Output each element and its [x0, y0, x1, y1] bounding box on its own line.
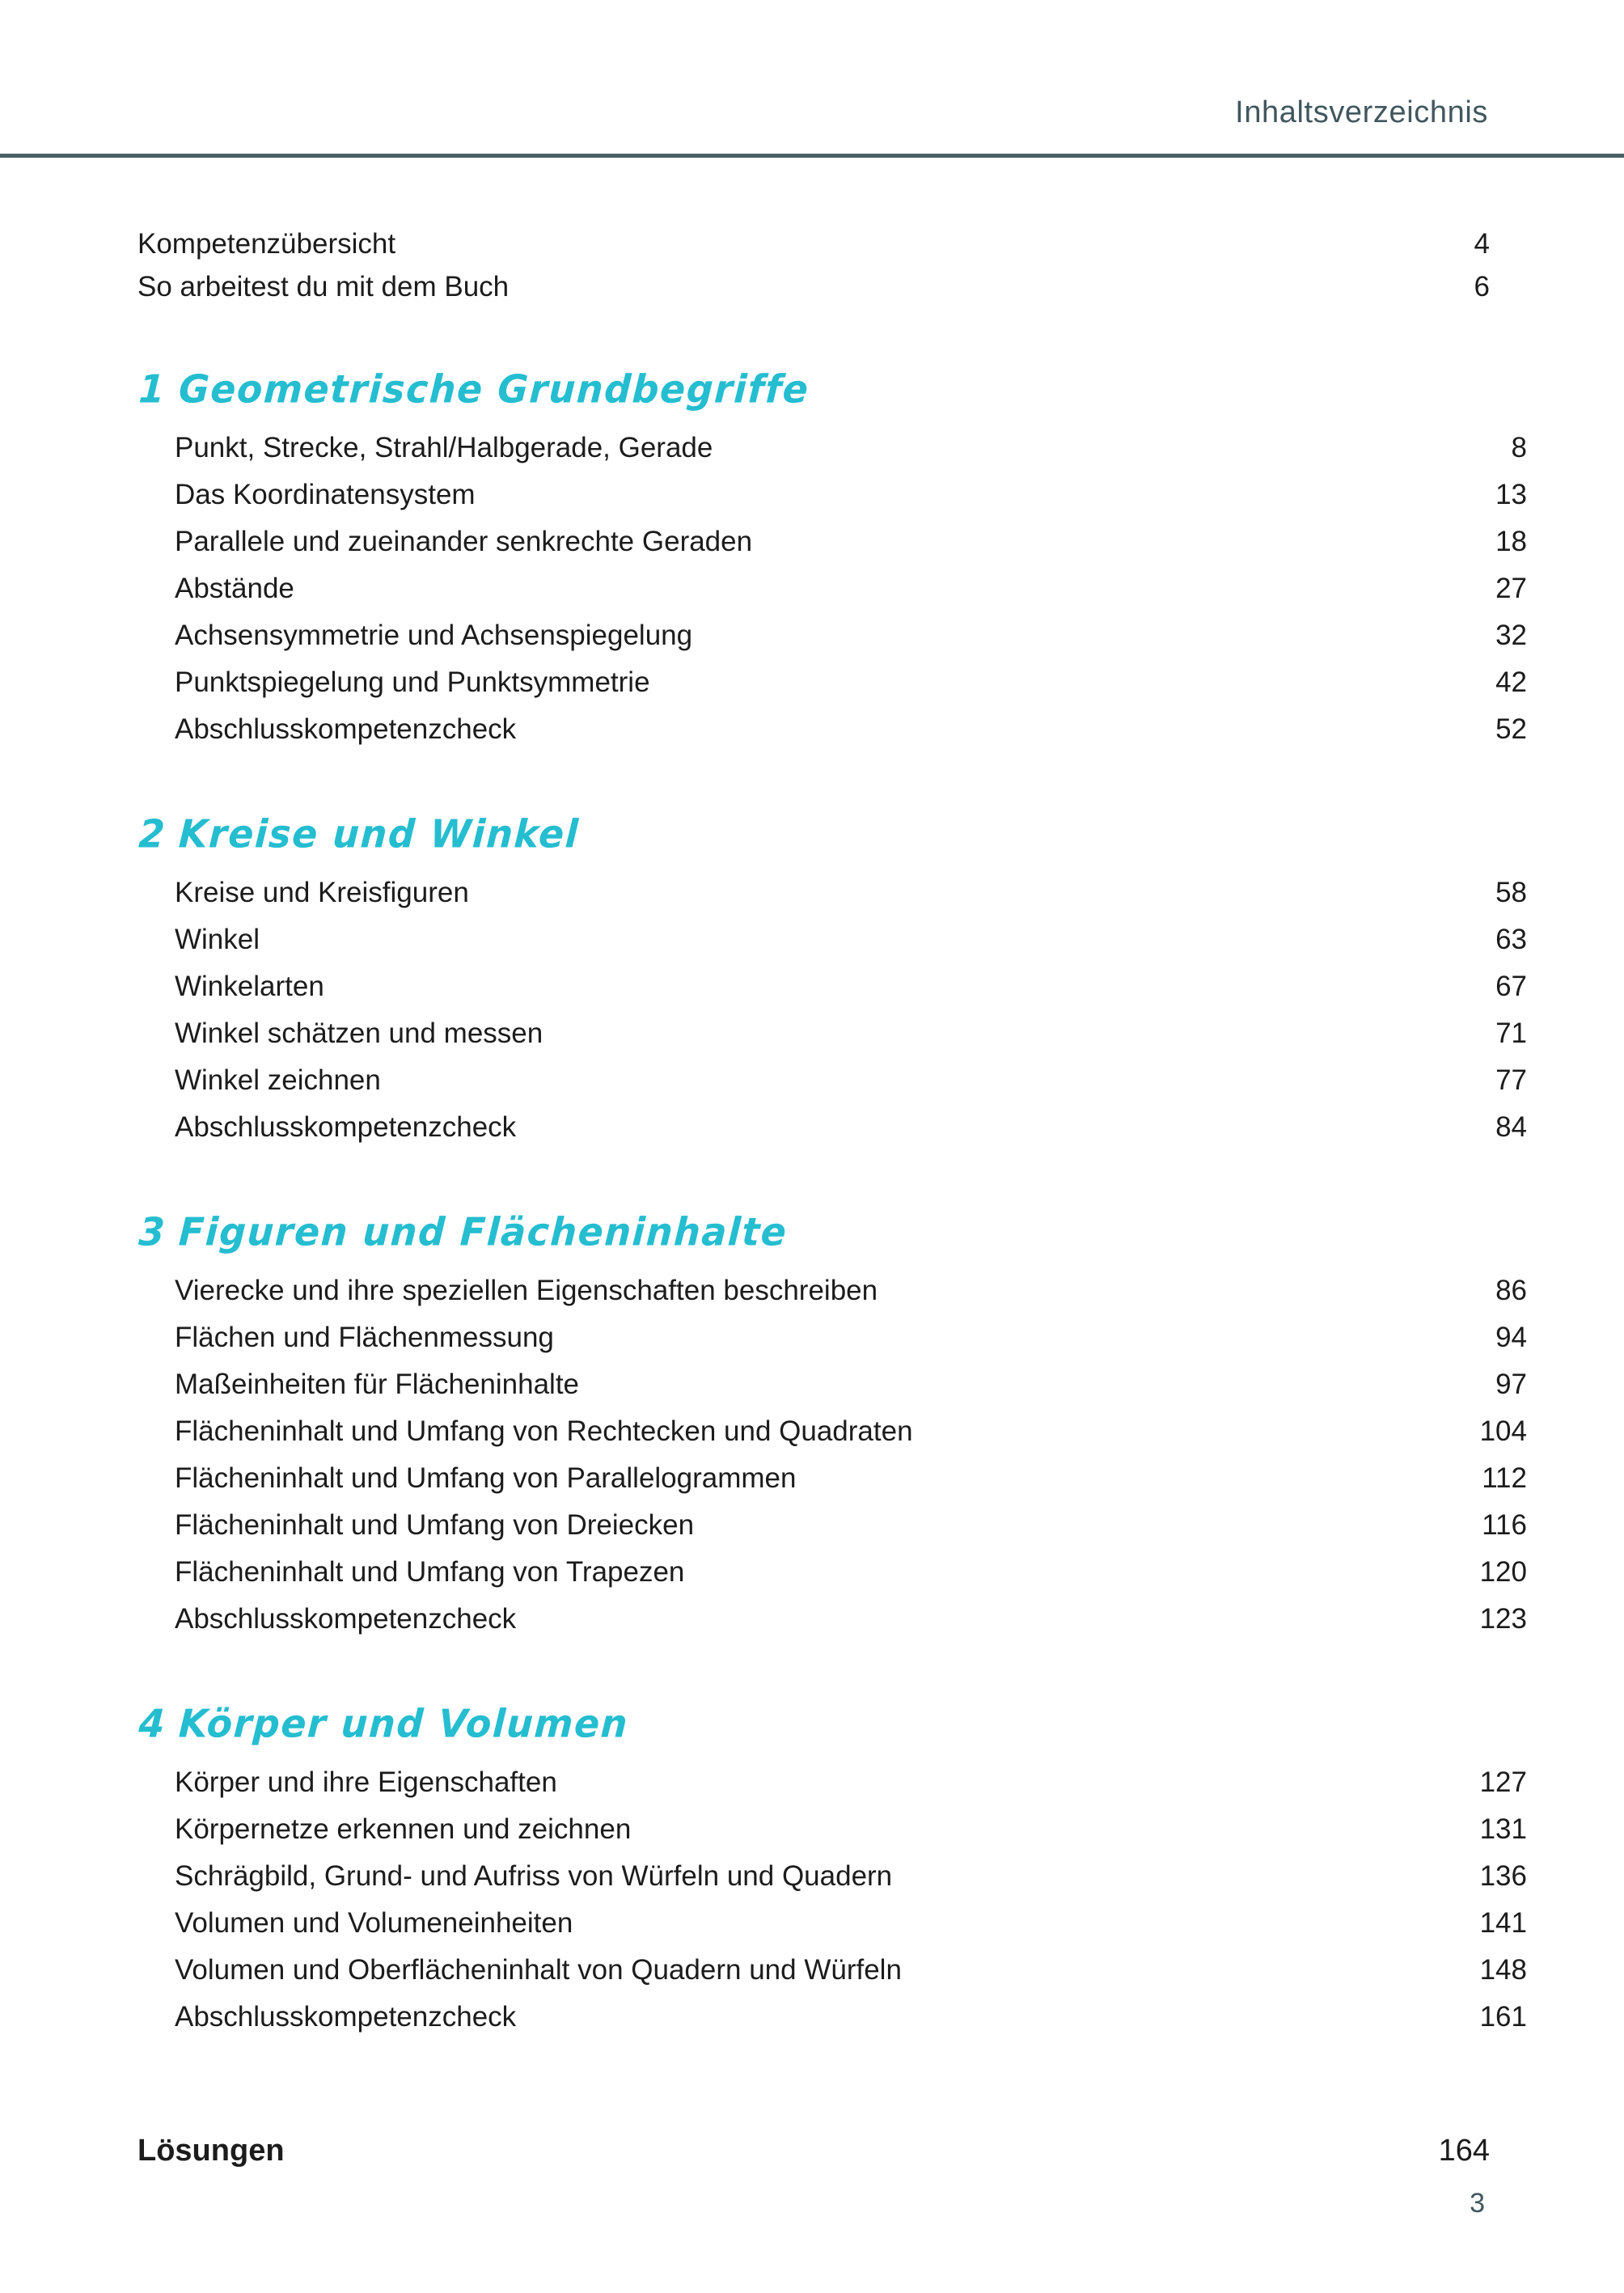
chapter-heading[interactable] — [137, 1699, 1492, 1748]
toc-entry-page: 141 — [1479, 1907, 1527, 1939]
toc-entry-page: 84 — [1495, 1111, 1527, 1143]
chapter-heading[interactable] — [137, 365, 1492, 413]
chapter-number: 3 — [137, 1208, 167, 1254]
toc-entry[interactable] — [175, 612, 1527, 659]
toc-entry-page: 67 — [1495, 971, 1527, 1002]
toc-entry[interactable] — [175, 869, 1527, 916]
toc-entry-page: 58 — [1495, 877, 1527, 908]
toc-entry-label: Maßeinheiten für Flächeninhalte — [175, 1369, 580, 1400]
running-head: Inhaltsverzeichnis — [1235, 95, 1488, 129]
toc-entry-label: Flächen und Flächenmessung — [175, 1322, 554, 1353]
toc-entry-label: Flächeninhalt und Umfang von Rechtecken und Quadraten — [175, 1415, 913, 1447]
toc-entry[interactable] — [175, 1010, 1527, 1057]
toc-entry-page: 63 — [1495, 924, 1527, 955]
toc-entry-label: Abschlusskompetenzcheck — [175, 1111, 517, 1143]
toc-entry[interactable] — [175, 1104, 1527, 1151]
toc-entry-page: 164 — [1438, 2134, 1490, 2168]
toc-entry-page: 52 — [1495, 713, 1527, 745]
toc-entry-page: 104 — [1479, 1415, 1527, 1447]
toc-entry-page: 161 — [1479, 2001, 1527, 2033]
toc-entry-label: Flächeninhalt und Umfang von Parallelogrammen — [175, 1462, 797, 1494]
chapter-block — [137, 810, 1527, 1151]
toc-entry-label: Abschlusskompetenzcheck — [175, 2001, 517, 2033]
toc-entry-label: Flächeninhalt und Umfang von Dreiecken — [175, 1509, 695, 1541]
chapter-title-text: Körper und Volumen — [177, 1700, 630, 1746]
toc-entry-label: Lösungen — [137, 2134, 285, 2168]
toc-entry[interactable] — [175, 1057, 1527, 1104]
toc-entry-label: Abschlusskompetenzcheck — [175, 713, 517, 745]
toc-entry-page: 94 — [1495, 1322, 1527, 1353]
toc-entry-page: 136 — [1479, 1860, 1527, 1892]
toc-entry-label: Körpernetze erkennen und zeichnen — [175, 1813, 632, 1845]
toc-entry[interactable] — [175, 1994, 1527, 2041]
header-divider-rule — [0, 154, 1624, 158]
chapter-heading[interactable] — [137, 1208, 1492, 1256]
toc-entry-label: Körper und ihre Eigenschaften — [175, 1766, 557, 1798]
toc-entry[interactable] — [175, 1549, 1527, 1596]
toc-entry[interactable] — [175, 706, 1527, 753]
chapter-heading[interactable] — [137, 810, 1492, 858]
toc-entry[interactable] — [175, 1314, 1527, 1361]
chapter-list — [137, 366, 1527, 2041]
toc-entry[interactable] — [175, 425, 1527, 472]
toc-entry[interactable] — [175, 659, 1527, 706]
toc-entry-label: Abstände — [175, 573, 294, 604]
toc-entry-page: 120 — [1479, 1556, 1527, 1588]
toc-entry-page: 97 — [1495, 1369, 1527, 1400]
toc-entry[interactable] — [175, 1408, 1527, 1455]
chapter-entry-list — [137, 1759, 1527, 2041]
toc-entry-page: 32 — [1495, 620, 1527, 651]
chapter-block — [137, 366, 1527, 753]
toc-entry-page: 4 — [1474, 228, 1490, 260]
toc-entry-label: Das Koordinatensystem — [175, 479, 476, 510]
chapter-entry-list — [137, 1267, 1527, 1643]
chapter-entry-list — [137, 869, 1527, 1151]
toc-entry-page: 131 — [1479, 1813, 1527, 1845]
toc-entry-page: 148 — [1479, 1954, 1527, 1986]
toc-entry-label: Volumen und Oberflächeninhalt von Quadern und Würfeln — [175, 1954, 902, 1986]
toc-entry-label: Winkel schätzen und messen — [175, 1017, 543, 1049]
toc-entry[interactable] — [175, 1267, 1527, 1314]
toc-entry[interactable] — [175, 1502, 1527, 1549]
toc-entry-label: Abschlusskompetenzcheck — [175, 1603, 517, 1635]
solutions-section — [137, 2128, 1490, 2173]
toc-entry-label: Kompetenzübersicht — [137, 228, 396, 260]
toc-entry[interactable] — [175, 472, 1527, 518]
toc-entry-label: Punkt, Strecke, Strahl/Halbgerade, Gerade — [175, 432, 713, 463]
toc-entry-page: 71 — [1495, 1017, 1527, 1049]
toc-entry[interactable] — [175, 1947, 1527, 1994]
toc-entry[interactable] — [137, 222, 1490, 265]
chapter-title-text: Geometrische Grundbegriffe — [177, 366, 810, 412]
toc-entry-page: 112 — [1482, 1462, 1527, 1494]
page-folio: 3 — [1470, 2188, 1485, 2219]
toc-entry-label: Winkelarten — [175, 971, 324, 1002]
toc-entry-page: 13 — [1495, 479, 1527, 510]
chapter-number: 2 — [137, 810, 167, 857]
toc-entry[interactable] — [175, 1596, 1527, 1643]
toc-entry-solutions[interactable] — [137, 2128, 1490, 2173]
toc-entry-label: Volumen und Volumeneinheiten — [175, 1907, 573, 1939]
toc-entry-label: So arbeitest du mit dem Buch — [137, 271, 510, 302]
chapter-title-text: Kreise und Winkel — [177, 810, 581, 857]
toc-entry-label: Achsensymmetrie und Achsenspiegelung — [175, 620, 693, 651]
toc-entry-page: 18 — [1495, 526, 1527, 557]
toc-entry-page: 6 — [1474, 271, 1490, 302]
toc-entry-page: 86 — [1495, 1275, 1527, 1306]
toc-entry-page: 42 — [1495, 666, 1527, 698]
chapter-block — [137, 1208, 1527, 1643]
chapter-title-text: Figuren und Flächeninhalte — [177, 1208, 789, 1254]
toc-entry-label: Kreise und Kreisfiguren — [175, 877, 469, 908]
toc-entry[interactable] — [175, 1759, 1527, 1806]
toc-entry[interactable] — [175, 963, 1527, 1010]
toc-entry-page: 8 — [1511, 432, 1527, 463]
toc-content — [137, 222, 1527, 2173]
toc-entry-page: 77 — [1495, 1064, 1527, 1096]
toc-entry[interactable] — [137, 265, 1490, 308]
toc-entry[interactable] — [175, 518, 1527, 565]
toc-entry-label: Schrägbild, Grund- und Aufriss von Würfeln und Quadern — [175, 1860, 893, 1892]
toc-entry-label: Winkel — [175, 924, 260, 955]
toc-entry-page: 27 — [1495, 573, 1527, 604]
toc-entry-label: Flächeninhalt und Umfang von Trapezen — [175, 1556, 685, 1588]
chapter-number: 1 — [137, 366, 167, 412]
toc-entry[interactable] — [175, 1900, 1527, 1947]
chapter-block — [137, 1700, 1527, 2041]
toc-entry-page: 127 — [1479, 1766, 1527, 1798]
toc-entry[interactable] — [175, 1853, 1527, 1900]
toc-entry-page: 116 — [1482, 1509, 1527, 1541]
toc-entry[interactable] — [175, 1455, 1527, 1502]
toc-entry-page: 123 — [1479, 1603, 1527, 1635]
toc-entry-label: Winkel zeichnen — [175, 1064, 381, 1096]
toc-entry[interactable] — [175, 565, 1527, 612]
toc-entry-label: Punktspiegelung und Punktsymmetrie — [175, 666, 650, 698]
chapter-entry-list — [137, 425, 1527, 753]
front-matter-list — [137, 222, 1490, 308]
chapter-number: 4 — [137, 1700, 167, 1746]
toc-entry[interactable] — [175, 1806, 1527, 1853]
toc-entry-label: Parallele und zueinander senkrechte Geraden — [175, 526, 753, 557]
toc-entry[interactable] — [175, 1361, 1527, 1408]
toc-entry-label: Vierecke und ihre speziellen Eigenschaften beschreiben — [175, 1275, 878, 1306]
toc-entry[interactable] — [175, 916, 1527, 963]
